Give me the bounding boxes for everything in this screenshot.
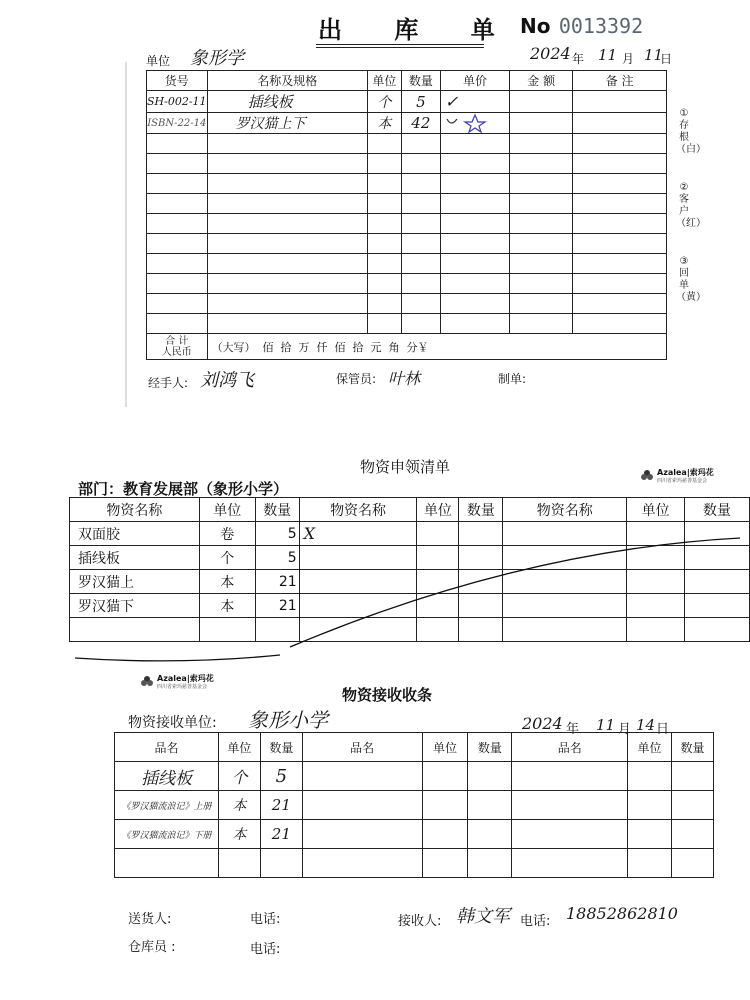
header-cell: 品名 xyxy=(512,733,628,762)
header-cell: 物资名称 xyxy=(299,498,417,522)
header-cell: 数量 xyxy=(468,733,512,762)
receipt-table xyxy=(114,732,714,878)
header-cell: 单位 xyxy=(367,71,401,91)
total-label xyxy=(147,334,208,360)
item-name: 《罗汉猫流浪记》下册 xyxy=(115,820,219,849)
total-row xyxy=(147,334,667,360)
header-cell: 物资名称 xyxy=(503,498,627,522)
header-cell: 数量 xyxy=(255,498,299,522)
outbound-slip xyxy=(0,0,750,410)
item-name: 插线板 xyxy=(70,546,200,570)
header-cell: 货号 xyxy=(147,71,208,91)
item-note xyxy=(573,113,667,134)
date-year-suffix: 年 xyxy=(566,722,580,737)
header-cell: 单价 xyxy=(440,71,509,91)
table-row xyxy=(115,820,714,849)
header-cell: 数量 xyxy=(459,498,503,522)
keeper-label: 保管员: xyxy=(336,372,377,386)
item-unit: 本 xyxy=(199,594,255,618)
price-cell xyxy=(440,113,509,134)
request-list-slip xyxy=(0,450,750,680)
azalea-logo xyxy=(140,674,214,690)
table-header-row xyxy=(115,733,714,762)
slip-title: 物资接收收条 xyxy=(342,686,433,704)
side-note-2: ②客户（红） xyxy=(676,182,706,229)
table-row xyxy=(115,849,714,878)
date-year: 2024 xyxy=(530,44,571,63)
table-row xyxy=(147,234,667,254)
star-mark-icon xyxy=(441,113,511,133)
logo-text: Azalea|索玛花 xyxy=(657,468,714,477)
unit-value: 象形学 xyxy=(190,44,270,71)
total-label-1: 合 计 xyxy=(165,335,189,347)
header-cell: 数量 xyxy=(685,498,750,522)
slip-title: 物资申领清单 xyxy=(360,458,451,476)
date-year: 2024 xyxy=(522,714,563,733)
header-cell: 金 额 xyxy=(510,71,573,91)
receiver-unit-label: 物资接收单位: xyxy=(128,715,217,731)
item-unit: 本 xyxy=(218,791,260,820)
header-cell: 品名 xyxy=(115,733,219,762)
title-underline xyxy=(316,44,484,48)
table-row xyxy=(115,791,714,820)
header-cell: 单位 xyxy=(627,498,685,522)
table-row xyxy=(147,294,667,314)
table-header-row xyxy=(147,71,667,91)
header-cell: 单位 xyxy=(199,498,255,522)
table-row xyxy=(147,174,667,194)
x-mark: X xyxy=(299,522,417,546)
item-name: 《罗汉猫流浪记》上册 xyxy=(115,791,219,820)
date-day: 11 xyxy=(644,46,664,64)
item-unit: 个 xyxy=(199,546,255,570)
logo-subtext: 四川省索玛慈善基金会 xyxy=(657,478,708,484)
item-amount xyxy=(510,91,573,113)
item-code: ISBN-22-14 xyxy=(147,113,208,134)
item-name: 插线板 xyxy=(207,91,367,113)
header-cell: 物资名称 xyxy=(70,498,200,522)
header-cell: 名称及规格 xyxy=(207,71,367,91)
receipt-slip xyxy=(0,670,750,1000)
side-note-3: ③回单（黄） xyxy=(676,256,706,303)
date-day-suffix: 日 xyxy=(660,52,673,66)
item-unit: 本 xyxy=(367,113,401,134)
no-label: No xyxy=(520,14,551,38)
item-qty: 42 xyxy=(401,113,440,134)
item-qty: 5 xyxy=(255,546,299,570)
table-row xyxy=(147,214,667,234)
sender-phone-label: 电话: xyxy=(250,912,281,927)
check-mark: ✓ xyxy=(440,91,509,113)
item-name: 罗汉猫下 xyxy=(70,594,200,618)
cross-out-line xyxy=(0,450,750,680)
receiver-label: 接收人: xyxy=(398,914,442,929)
table-row xyxy=(147,274,667,294)
item-qty: 21 xyxy=(255,570,299,594)
item-unit: 本 xyxy=(218,820,260,849)
item-unit: 本 xyxy=(199,570,255,594)
total-text: （大写） 佰 拾 万 仟 佰 拾 元 角 分￥ xyxy=(207,334,666,360)
table-row xyxy=(147,113,667,134)
item-name: 插线板 xyxy=(115,762,219,791)
table-row xyxy=(147,134,667,154)
receiver-phone-label: 电话: xyxy=(520,914,551,929)
keeper-signature: 叶林 xyxy=(388,369,421,388)
handler-signature: 刘鸿飞 xyxy=(200,370,254,391)
date-day: 14 xyxy=(636,716,656,734)
warehouse-label: 仓库员 : xyxy=(128,940,176,955)
maker-label: 制单: xyxy=(498,372,527,386)
item-qty: 21 xyxy=(255,594,299,618)
table-row xyxy=(115,762,714,791)
sender-label: 送货人: xyxy=(128,912,172,927)
receiver-signature: 韩文军 xyxy=(456,906,510,927)
logo-text: Azalea|索玛花 xyxy=(157,674,214,683)
table-row xyxy=(147,194,667,214)
receiver-phone: 18852862810 xyxy=(566,904,678,923)
header-cell: 单位 xyxy=(218,733,260,762)
warehouse-phone-label: 电话: xyxy=(250,942,281,957)
slip-title: 出 库 单 xyxy=(318,16,517,44)
side-note-1: ①存根（白） xyxy=(676,108,706,155)
date-year-suffix: 年 xyxy=(572,52,585,66)
handler-label: 经手人: xyxy=(148,376,189,390)
flower-icon xyxy=(140,675,154,689)
header-cell: 单位 xyxy=(628,733,672,762)
header-cell: 单位 xyxy=(417,498,459,522)
item-amount xyxy=(510,113,573,134)
item-name: 双面胶 xyxy=(70,522,200,546)
date-month-suffix: 月 xyxy=(622,52,635,66)
no-value: 0013392 xyxy=(558,14,644,38)
item-note xyxy=(573,91,667,113)
item-code: SH-002-11 xyxy=(147,91,208,113)
total-label-2: 人民币 xyxy=(161,346,192,358)
unit-label: 单位 xyxy=(146,54,171,68)
receiver-unit-value: 象形小学 xyxy=(248,708,328,732)
item-unit: 个 xyxy=(367,91,401,113)
table-row xyxy=(147,254,667,274)
header-cell: 单位 xyxy=(422,733,468,762)
item-name: 罗汉猫上 xyxy=(70,570,200,594)
item-qty: 21 xyxy=(260,820,302,849)
date-month: 11 xyxy=(596,716,616,734)
slip-number xyxy=(520,14,643,38)
outbound-table xyxy=(146,70,667,360)
header-cell: 备 注 xyxy=(573,71,667,91)
header-cell: 数量 xyxy=(260,733,302,762)
header-cell: 数量 xyxy=(401,71,440,91)
item-name: 罗汉猫上下 xyxy=(207,113,367,134)
item-qty: 21 xyxy=(260,791,302,820)
table-row xyxy=(147,91,667,113)
header-cell: 品名 xyxy=(302,733,422,762)
date-month-suffix: 月 xyxy=(618,722,632,737)
date-day-suffix: 日 xyxy=(656,722,670,737)
item-qty: 5 xyxy=(255,522,299,546)
department: 部门：教育发展部（象形小学） xyxy=(78,480,289,498)
table-row xyxy=(147,314,667,334)
item-qty: 5 xyxy=(260,762,302,791)
logo-subtext: 四川省索玛慈善基金会 xyxy=(157,684,208,690)
item-qty: 5 xyxy=(401,91,440,113)
item-unit: 卷 xyxy=(199,522,255,546)
header-cell: 数量 xyxy=(671,733,713,762)
table-row xyxy=(147,154,667,174)
slip-edge xyxy=(125,62,127,407)
date-month: 11 xyxy=(598,46,618,64)
item-unit: 个 xyxy=(218,762,260,791)
